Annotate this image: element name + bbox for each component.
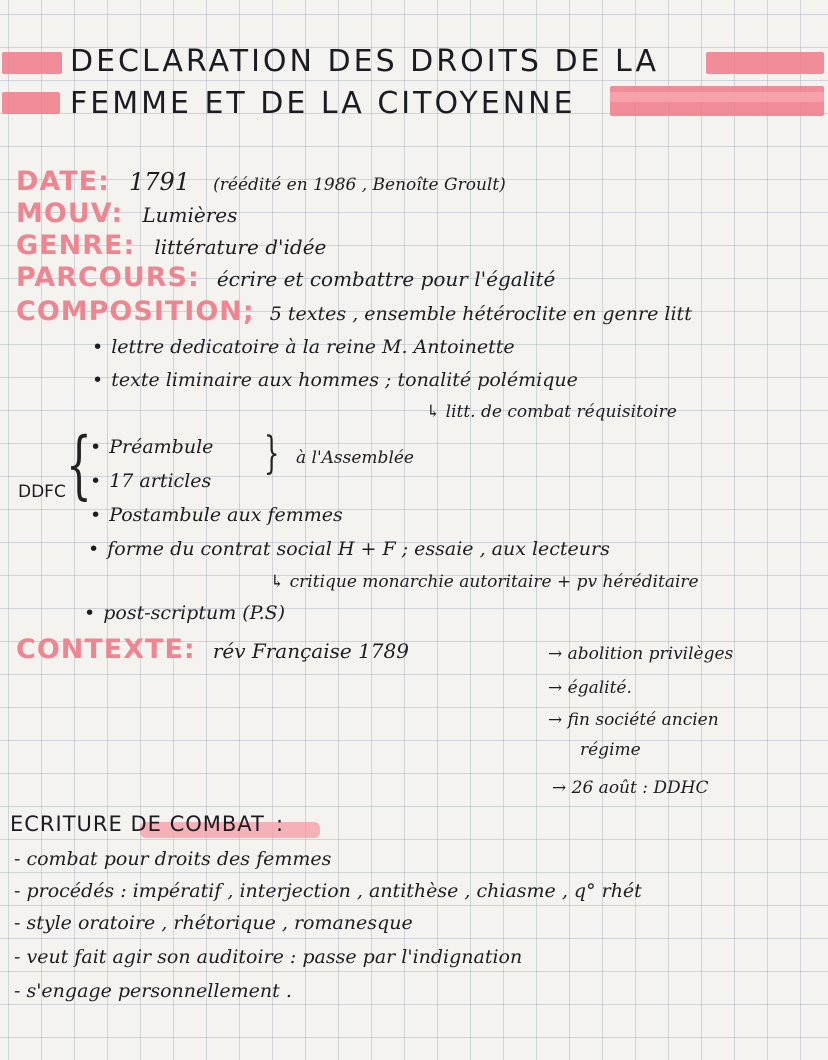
genre-label: GENRE [16,230,124,261]
ecriture-item-1: - combat pour droits des femmes [14,848,332,870]
ddfc-brace: { [66,422,92,508]
ecriture-item-4: - veut fait agir son auditoire : passe par l'indignation [14,946,523,968]
composition-postambule: • Postambule aux femmes [90,504,343,526]
date-row: DATE: 1791 (réédité en 1986 , Benoîte Groult) [16,166,506,197]
contexte-rev: rév Française 1789 [212,639,409,663]
composition-label: COMPOSITION [16,296,243,327]
contexte-item-5: → 26 août : DDHC [552,778,709,798]
mouv-value: Lumières [142,203,238,227]
title-line-2: FEMME ET DE LA CITOYENNE [70,86,576,121]
contexte-item-3: → fin société ancien [548,710,719,730]
title-highlight-left-2 [2,92,60,114]
parcours-row: PARCOURS: écrire et combattre pour l'égalité [16,262,556,293]
ecriture-colon: : [275,812,285,836]
ecriture-title-row [10,812,284,836]
ecriture-item-5: - s'engage personnellement . [14,980,292,1002]
ecriture-item-3: - style oratoire , rhétorique , romanesque [14,912,413,934]
parcours-label: PARCOURS [16,262,188,293]
contexte-row: CONTEXTE: rév Française 1789 [16,634,409,665]
date-label: DATE [16,166,99,197]
ecriture-title: ECRITURE DE COMBAT [10,812,265,836]
title-highlight-right-2b [610,92,824,102]
composition-row: COMPOSITION; 5 textes , ensemble hétéroclite en genre litt [16,296,692,327]
date-note: (réédité en 1986 , Benoîte Groult) [213,175,506,195]
assemblee-brace: } [264,428,280,479]
composition-texte-sub: ↳ litt. de combat réquisitoire [426,402,677,422]
contexte-label: CONTEXTE [16,634,184,665]
genre-value: littérature d'idée [154,235,327,259]
composition-articles: • 17 articles [90,470,211,492]
date-value: 1791 [128,168,191,196]
composition-forme: • forme du contrat social H + F ; essaie , aux lecteurs [88,538,610,560]
contexte-item-1: → abolition privilèges [548,644,734,664]
composition-texte: • texte liminaire aux hommes ; tonalité polémique [92,369,578,391]
composition-preambule: • Préambule [90,436,213,458]
mouv-label: MOUV [16,198,112,229]
ddfc-label: DDFC [18,482,66,502]
composition-assemblee: à l'Assemblée [296,448,414,468]
title-line-1: DECLARATION DES DROITS DE LA [70,44,659,79]
title-highlight-left-1 [2,52,62,74]
contexte-item-4: régime [580,740,641,760]
composition-post-scriptum: • post-scriptum (P.S) [84,602,285,624]
composition-forme-sub: ↳ critique monarchie autoritaire + pv héréditaire [270,572,699,592]
title-highlight-right-1 [706,52,824,74]
mouv-row: MOUV: Lumières [16,198,238,229]
contexte-item-2: → égalité. [548,678,632,698]
ecriture-item-2: - procédés : impératif , interjection , antithèse , chiasme , q° rhét [14,880,642,902]
parcours-value: écrire et combattre pour l'égalité [216,267,556,291]
composition-value: 5 textes , ensemble hétéroclite en genre litt [269,303,692,325]
composition-lettre: • lettre dedicatoire à la reine M. Antoinette [92,336,515,358]
genre-row: GENRE: littérature d'idée [16,230,327,261]
